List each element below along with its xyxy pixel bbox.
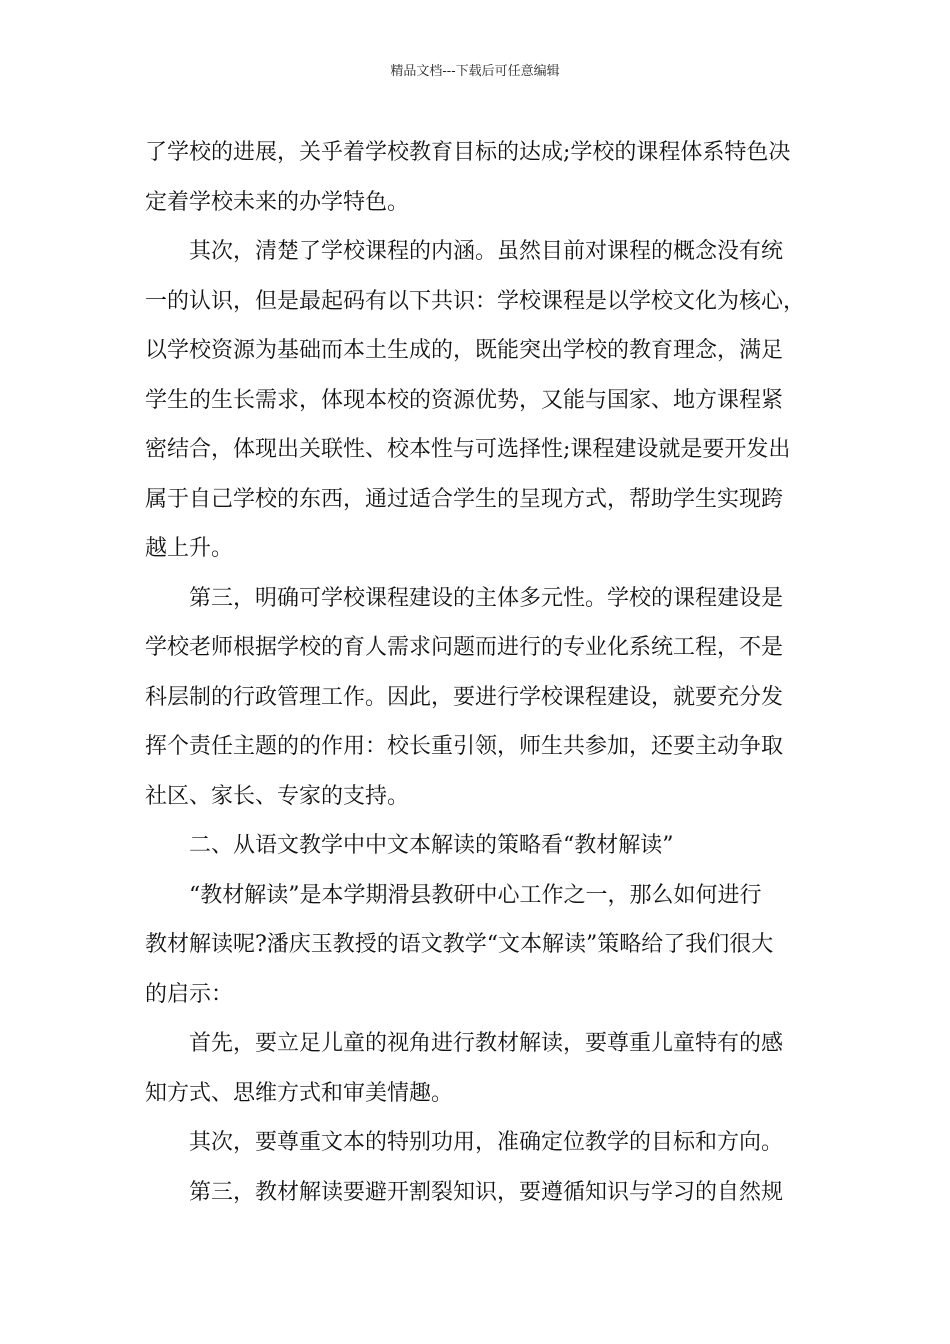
text-line: 第三，教材解读要避开割裂知识，要遵循知识与学习的自然规	[189, 1179, 784, 1205]
text-line: “教材解读”是本学期滑县教研中心工作之一，那么如何进行	[189, 882, 762, 908]
document-body	[145, 128, 810, 1217]
text-line: 的启示：	[145, 981, 234, 1007]
text-line: 密结合，体现出关联性、校本性与可选择性;课程建设就是要开发出	[145, 437, 791, 462]
text-line: 其次，要尊重文本的特别功用，准确定位教学的目标和方向。	[189, 1130, 784, 1155]
text-line: 首先，要立足儿童的视角进行教材解读，要尊重儿童特有的感	[189, 1031, 784, 1056]
text-line: 第三，明确可学校课程建设的主体多元性。学校的课程建设是	[189, 585, 784, 611]
text-line: 定着学校未来的办学特色。	[145, 189, 410, 215]
text-line: 知方式、思维方式和审美情趣。	[145, 1080, 454, 1106]
text-line: 学生的生长需求，体现本校的资源优势，又能与国家、地方课程紧	[145, 387, 784, 413]
text-line: 学校老师根据学校的育人需求问题而进行的专业化系统工程，不是	[145, 635, 784, 660]
text-line: 越上升。	[145, 536, 234, 561]
text-line: 了学校的进展，关乎着学校教育目标的达成;学校的课程体系特色决	[145, 140, 791, 165]
text-line: 以学校资源为基础而本土生成的，既能突出学校的教育理念，满足	[145, 338, 784, 363]
text-line: 教材解读呢?潘庆玉教授的语文教学“文本解读”策略给了我们很大	[145, 932, 774, 957]
text-line: 科层制的行政管理工作。因此，要进行学校课程建设，就要充分发	[145, 684, 784, 710]
text-line: 其次，清楚了学校课程的内涵。虽然目前对课程的概念没有统	[189, 239, 784, 264]
text-line: 属于自己学校的东西，通过适合学生的呈现方式，帮助学生实现跨	[145, 486, 784, 512]
page-header: 精品文档---下载后可任意编辑	[390, 64, 560, 79]
text-line: 挥个责任主题的的作用：校长重引领，师生共参加，还要主动争取	[145, 734, 784, 759]
section-heading: 二、从语文教学中中文本解读的策略看“教材解读”	[189, 833, 674, 858]
text-line: 一的认识，但是最起码有以下共识：学校课程是以学校文化为核心，	[145, 288, 806, 314]
text-line: 社区、家长、专家的支持。	[145, 783, 410, 809]
